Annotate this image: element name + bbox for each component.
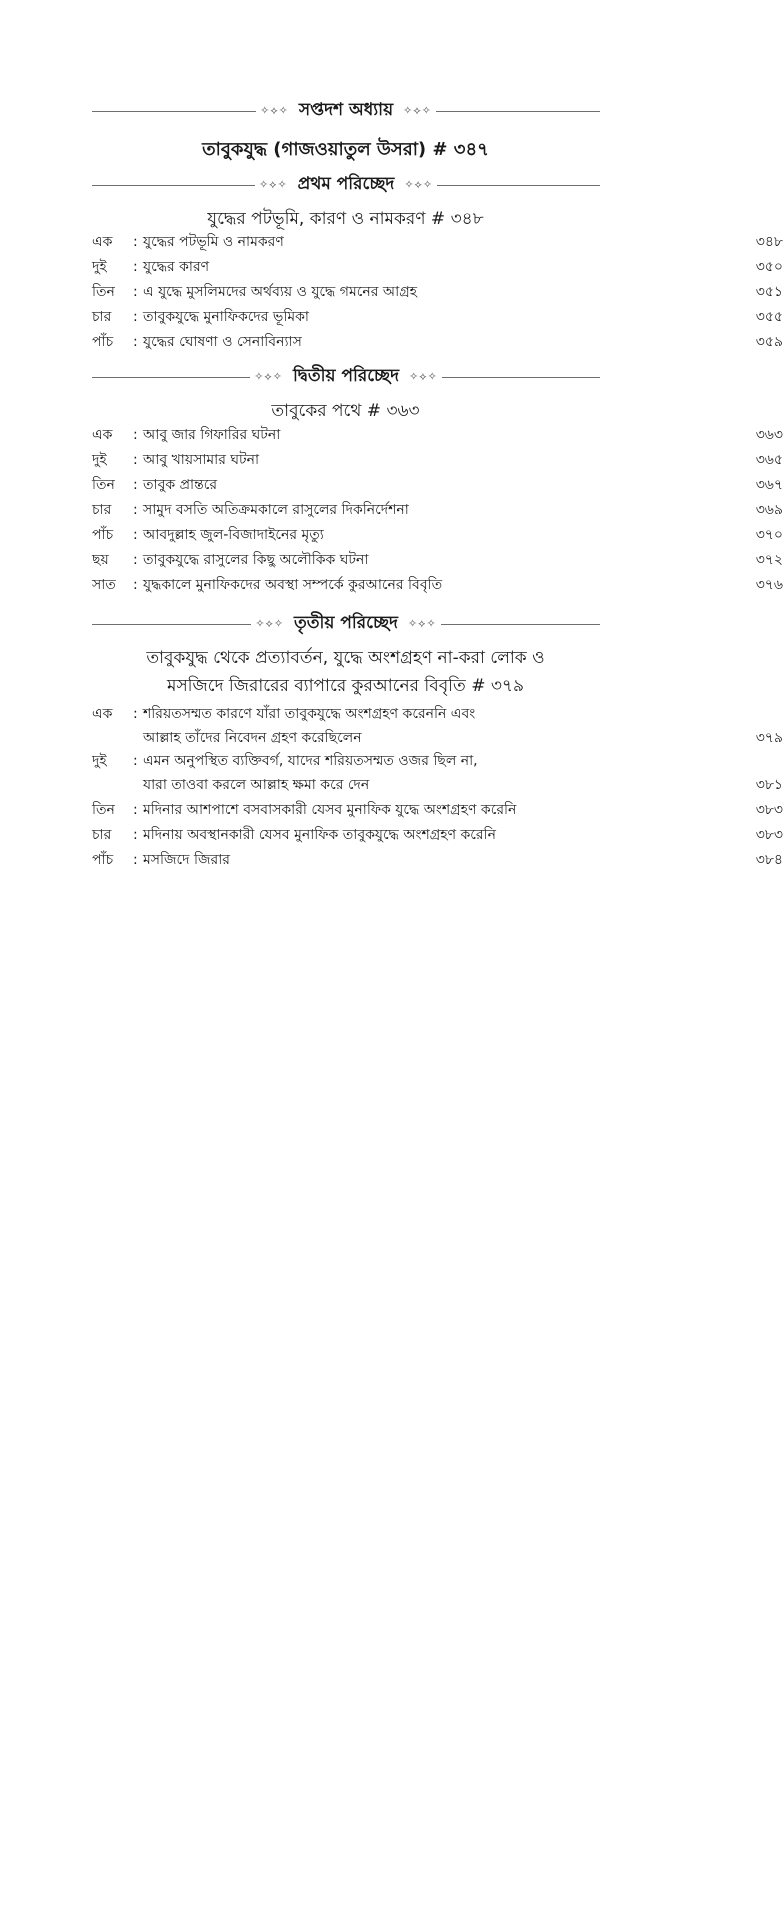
entry-number: পাঁচ [92,527,114,543]
entry-page: ৩৫৫ [755,309,783,325]
entry-page: ৩৬৯ [755,502,783,518]
entry-number: এক [92,234,113,250]
divider-line-left [92,185,255,186]
chapter-heading: সপ্তদশ অধ্যায় [298,100,394,120]
ornament-left-icon: ✧⟡✧ [258,178,288,191]
entry-title: তাবুক প্রান্তরে [143,477,218,493]
entry-title: আবদুল্লাহ জুল-বিজাদাইনের মৃত্যু [143,527,324,543]
section-title-line1: তাবুকযুদ্ধ থেকে প্রত্যাবর্তন, যুদ্ধে অংশগ্রহণ না-করা লোক ও [146,648,545,668]
entry-title-continued: আল্লাহ তাঁদের নিবেদন গ্রহণ করেছিলেন [143,730,362,746]
chapter-title: তাবুকযুদ্ধ (গাজওয়াতুল উসরা) # ৩৪৭ [202,139,489,160]
section-title-line2: মসজিদে জিরারের ব্যাপারে কুরআনের বিবৃতি # ৩৭৯ [167,676,524,696]
entry-page: ৩৫১ [755,284,783,300]
divider-line-left [92,377,250,378]
entry-number: সাত [92,577,116,593]
entry-number: পাঁচ [92,334,114,350]
ornament-right-icon: ✧⟡✧ [403,104,432,117]
entry-page: ৩৭০ [755,527,783,543]
entry-number: চার [92,309,112,325]
entry-title: যুদ্ধকালে মুনাফিকদের অবস্থা সম্পর্কে কুরআনের বিবৃতি [143,577,443,593]
divider-line-left [92,624,251,625]
entry-page: ৩৪৮ [755,234,783,250]
entry-number: ছয় [92,552,109,568]
ornament-left-icon: ✧⟡✧ [255,617,285,630]
ornament-right-icon: ✧⟡✧ [404,178,434,191]
entry-page: ৩৮৩ [755,802,783,818]
entry-title: আবু খায়সামার ঘটনা [143,452,260,468]
entry-page: ৩৮৪ [755,852,783,868]
toc-page: ✧⟡✧ সপ্তদশ অধ্যায় ✧⟡✧ তাবুকযুদ্ধ (গাজওয়াতুল উসরা) # ৩৪৭ ✧⟡✧ প্রথম পরিচ্ছেদ ✧⟡✧ যুদ্ধের পটভূমি, কারণ ও নামকরণ # ৩৪৮ এক : যুদ্ধের পটভূমি ও নামকরণ ৩৪৮ দুই : যুদ্ধের কারণ ৩৫০ তিন : এ যুদ্ধে মুসলিমদের অর্থব্যয় ও যুদ্ধে গমনের আগ্রহ ৩৫১ চার : তাবুকযুদ্ধে মুনাফিকদের ভূমিকা ৩৫৫ পাঁচ : যুদ্ধের ঘোষণা ও সেনাবিন্যাস ৩৫৯ ✧⟡✧ দ্বিতীয় পরিচ্ছেদ ✧⟡✧ তাবুকের পথে # ৩৬৩ এক : আবু জার গিফারির ঘটনা ৩৬৩ দুই : আবু খায়সামার ঘটনা ৩৬৫ তিন : তাবুক প্রান্তরে ৩৬৭ চার : সামুদ বসতি অতিক্রমকালে রাসুলের দিকনির্দেশনা ৩৬৯ পাঁচ : আবদুল্লাহ জুল-বিজাদাইনের মৃত্যু ৩৭০ ছয় : তাবুকযুদ্ধে রাসুলের কিছু অলৌকিক ঘটনা ৩৭২ সাত : যুদ্ধকালে মুনাফিকদের অবস্থা সম্পর্কে কুরআনের বিবৃতি ৩৭৬ ✧⟡✧ তৃতীয় পরিচ্ছেদ ✧⟡✧ তাবুকযুদ্ধ থেকে প্রত্যাবর্তন, যুদ্ধে অংশগ্রহণ না-করা লোক ও মসজিদে জিরারের ব্যাপারে কুরআনের বিবৃতি # ৩৭৯ এক : শরিয়তসম্মত কারণে যাঁরা তাবুকযুদ্ধে অংশগ্রহণ করেননি এবং আল্লাহ তাঁদের নিবেদন গ্রহণ করেছিলেন ৩৭৯ দুই : এমন অনুপস্থিত ব্যক্তিবর্গ, যাদের শরিয়তসম্মত ওজর ছিল না, যারা তাওবা করলে আল্লাহ ক্ষমা করে দেন ৩৮১ তিন : মদিনার আশপাশে বসবাসকারী যেসব মুনাফিক যুদ্ধে অংশগ্রহণ করেনি ৩৮৩ চার : মদিনায় অবস্থানকারী যেসব মুনাফিক তাবুকযুদ্ধে অংশগ্রহণ করেনি ৩৮৩ পাঁচ : মসজিদে জিরার ৩৮৪ [0,0,691,1079]
divider-line-left [92,111,256,112]
section-heading-row [92,613,600,635]
entry-page: ৩৭৯ [755,730,783,746]
entry-title: যুদ্ধের কারণ [143,259,210,275]
entry-page: ৩৭২ [755,552,783,568]
entry-page: ৩৮৩ [755,827,783,843]
section-heading: দ্বিতীয় পরিচ্ছেদ [292,366,400,386]
entry-number: দুই [92,259,107,275]
divider-line-right [436,111,600,112]
entry-title: সামুদ বসতি অতিক্রমকালে রাসুলের দিকনির্দেশনা [143,502,409,518]
entry-page: ৩৬৩ [755,427,783,443]
entry-number: এক [92,706,113,722]
section-heading: তৃতীয় পরিচ্ছেদ [294,613,398,633]
entry-title: তাবুকযুদ্ধে মুনাফিকদের ভূমিকা [143,309,309,325]
entry-number: দুই [92,452,107,468]
entry-page: ৩৬৭ [755,477,783,493]
ornament-right-icon: ✧⟡✧ [407,617,437,630]
entry-number: দুই [92,753,107,769]
ornament-right-icon: ✧⟡✧ [409,370,438,383]
section-title: যুদ্ধের পটভূমি, কারণ ও নামকরণ # ৩৪৮ [207,209,484,229]
entry-title: শরিয়তসম্মত কারণে যাঁরা তাবুকযুদ্ধে অংশগ্রহণ করেননি এবং [143,706,476,722]
section-heading-row [92,366,600,388]
chapter-heading-row [92,100,600,122]
entry-page: ৩৭৬ [755,577,783,593]
divider-line-right [437,185,600,186]
entry-number: তিন [92,802,115,818]
entry-title: তাবুকযুদ্ধে রাসুলের কিছু অলৌকিক ঘটনা [143,552,369,568]
entry-number: এক [92,427,113,443]
section-heading-row [92,174,600,196]
ornament-left-icon: ✧⟡✧ [254,370,283,383]
entry-title: মদিনার আশপাশে বসবাসকারী যেসব মুনাফিক যুদ্ধে অংশগ্রহণ করেনি [143,802,517,818]
entry-title: আবু জার গিফারির ঘটনা [143,427,281,443]
entry-title: এ যুদ্ধে মুসলিমদের অর্থব্যয় ও যুদ্ধে গমনের আগ্রহ [143,284,418,300]
section-title: তাবুকের পথে # ৩৬৩ [271,401,420,421]
entry-page: ৩৫০ [755,259,783,275]
entry-page: ৩৬৫ [755,452,783,468]
entry-number: চার [92,827,112,843]
entry-number: তিন [92,284,115,300]
section-heading: প্রথম পরিচ্ছেদ [297,174,395,194]
entry-title: যুদ্ধের ঘোষণা ও সেনাবিন্যাস [143,334,302,350]
entry-number: তিন [92,477,115,493]
entry-title: যুদ্ধের পটভূমি ও নামকরণ [143,234,284,250]
entry-title: এমন অনুপস্থিত ব্যক্তিবর্গ, যাদের শরিয়তসম্মত ওজর ছিল না, [143,753,478,769]
entry-number: চার [92,502,112,518]
entry-page: ৩৮১ [755,777,783,793]
entry-title-continued: যারা তাওবা করলে আল্লাহ ক্ষমা করে দেন [143,777,370,793]
ornament-left-icon: ✧⟡✧ [260,104,289,117]
entry-number: পাঁচ [92,852,114,868]
entry-title: মদিনায় অবস্থানকারী যেসব মুনাফিক তাবুকযুদ্ধে অংশগ্রহণ করেনি [143,827,496,843]
entry-title: মসজিদে জিরার [143,852,230,868]
divider-line-right [442,377,600,378]
divider-line-right [441,624,600,625]
entry-page: ৩৫৯ [755,334,783,350]
